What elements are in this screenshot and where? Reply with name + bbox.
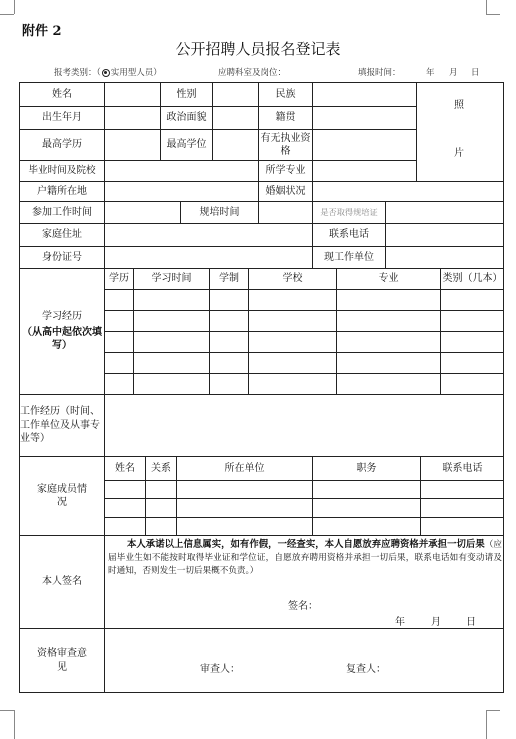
date-month: 月 xyxy=(449,68,458,78)
family-col-phone: 联系电话 xyxy=(442,462,483,474)
ethnicity-label: 民族 xyxy=(275,88,296,100)
family-col-name: 姓名 xyxy=(115,462,135,474)
review-label: 资格审查意 见 xyxy=(37,648,87,673)
signature-label: 本人签名 xyxy=(42,576,82,588)
license-label: 有无执业资格 xyxy=(260,132,311,157)
phone-label: 联系电话 xyxy=(329,229,369,241)
family-col-relation: 关系 xyxy=(151,462,171,474)
date-day: 日 xyxy=(471,68,480,78)
degree-label: 最高学历 xyxy=(42,139,82,151)
photo-label-2: 片 xyxy=(454,148,464,160)
photo-label-1: 照 xyxy=(454,100,464,112)
native-place-label: 籍贯 xyxy=(275,112,296,124)
crop-mark xyxy=(14,710,15,739)
crop-mark xyxy=(486,710,487,739)
major-label: 所学专业 xyxy=(265,165,306,177)
crop-mark xyxy=(14,0,15,14)
study-col-length: 学制 xyxy=(219,273,239,285)
pledge-text xyxy=(108,538,502,578)
address-label: 家庭住址 xyxy=(42,229,82,241)
crop-mark xyxy=(486,710,500,711)
gender-label: 性别 xyxy=(176,88,197,100)
sign-year: 年 xyxy=(395,617,405,628)
study-col-time: 学习时间 xyxy=(151,273,192,285)
pledge-rest: （应届毕业生如不能按时取得毕业证和学位证，自愿放弃聘用资格并承担一切后果，联系电话如有变动请及时通知，否则发生一切后果概不负责。） xyxy=(108,540,502,576)
reviewer-label: 审查人： xyxy=(200,664,240,675)
category-line xyxy=(54,66,162,78)
study-section-label xyxy=(22,269,102,394)
category-value: 实用型人员 xyxy=(110,68,154,78)
work-history-label: 工作经历（时间、工作单位及从事专业等） xyxy=(20,406,100,445)
crop-mark xyxy=(486,0,487,14)
sign-label: 签名： xyxy=(288,601,318,612)
selected-radio-icon xyxy=(102,69,110,77)
training-cert-label: 是否取得规培证 xyxy=(320,206,378,217)
rechecker-label: 复查人： xyxy=(346,664,386,675)
crop-mark xyxy=(0,14,14,15)
category-close: ） xyxy=(153,68,162,78)
marital-label: 婚姻状况 xyxy=(265,185,306,197)
crop-mark xyxy=(486,14,500,15)
date-year: 年 xyxy=(426,68,435,78)
political-label: 政治面貌 xyxy=(166,112,207,124)
training-time-label: 规培时间 xyxy=(199,206,240,218)
id-number-label: 身份证号 xyxy=(42,251,82,263)
pledge-bold: 本人承诺以上信息属实，如有作假，一经查实，本人自愿放弃应聘资格并承担一切后果 xyxy=(126,539,485,550)
study-label: 学习经历 xyxy=(42,311,82,323)
crop-mark xyxy=(0,710,14,711)
attachment-label: 附件 2 xyxy=(22,24,62,39)
category-label: 报考类别：（ xyxy=(54,68,101,78)
study-col-major: 专业 xyxy=(378,273,399,285)
study-col-category: 类别（几本） xyxy=(442,273,503,285)
highest-degree-label: 最高学位 xyxy=(166,139,207,151)
form-title: 公开招聘人员报名登记表 xyxy=(175,40,341,58)
sign-day: 日 xyxy=(466,617,476,628)
current-employer-label: 现工作单位 xyxy=(324,251,374,263)
graduation-label: 毕业时间及院校 xyxy=(28,164,96,176)
name-label: 姓名 xyxy=(52,88,72,100)
date-label: 填报时间： xyxy=(358,68,401,78)
family-label: 家庭成员情 况 xyxy=(37,483,87,508)
hukou-label: 户籍所在地 xyxy=(37,185,87,197)
post-label: 应聘科室及岗位： xyxy=(218,68,287,78)
study-col-degree: 学历 xyxy=(109,273,129,285)
study-note: （从高中起依次填写） xyxy=(22,326,102,352)
family-col-employer: 所在单位 xyxy=(224,462,265,474)
birth-label: 出生年月 xyxy=(42,112,82,124)
family-col-position: 职务 xyxy=(356,462,377,474)
work-start-label: 参加工作时间 xyxy=(32,206,92,218)
study-col-school: 学校 xyxy=(282,273,303,285)
sign-month: 月 xyxy=(431,617,441,628)
